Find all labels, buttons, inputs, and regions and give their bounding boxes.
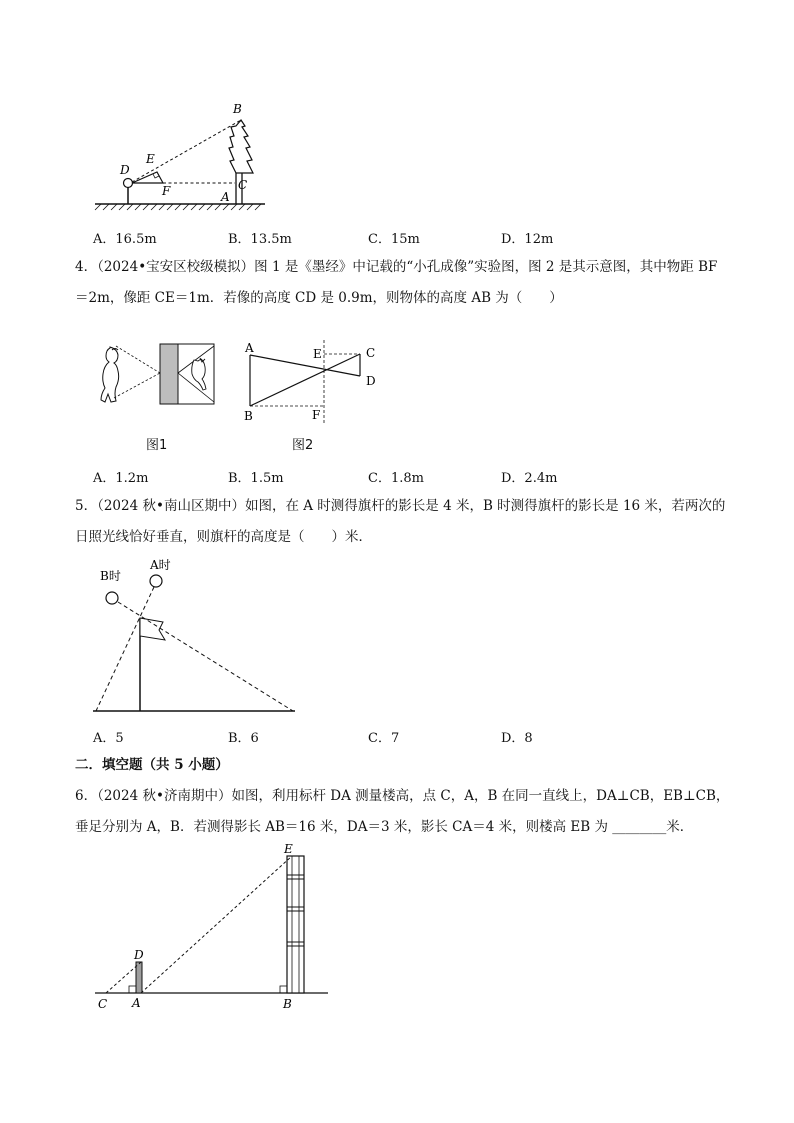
q3-figure xyxy=(95,98,265,213)
label-E: E xyxy=(146,152,155,166)
q4-question-line2: ＝2m，像距 CE＝1m．若像的高度 CD 是 0.9m，则物体的高度 AB 为（ ） xyxy=(75,290,563,306)
q5-option-a: A．5 xyxy=(93,731,124,746)
label-A: A xyxy=(132,996,141,1010)
q5-question-line2: 日照光线恰好垂直，则旗杆的高度是（ ）米． xyxy=(75,529,372,545)
sun-a-icon xyxy=(150,575,162,587)
q4-option-a: A．1.2m xyxy=(93,471,149,486)
label-E: E xyxy=(284,842,293,856)
q4-fig1-caption: 图1 xyxy=(146,438,168,453)
section-heading: 二．填空题（共 5 小题） xyxy=(75,757,229,773)
q5-figure xyxy=(93,556,303,716)
label-B: B xyxy=(283,997,292,1011)
label-C: C xyxy=(238,178,248,192)
q4-question-line1: 4．（2024•宝安区校级模拟）图 1 是《墨经》中记载的“小孔成像”实验图，图 2 是其示意图，其中物距 BF xyxy=(75,259,718,275)
q4-figure-1 xyxy=(92,340,222,410)
q4-option-b: B．1.5m xyxy=(228,471,284,486)
q3-option-a: A．16.5m xyxy=(93,232,157,247)
q6-figure xyxy=(92,842,332,1012)
label-F: F xyxy=(162,184,171,198)
q6-question-line2: 垂足分别为 A，B．若测得影长 AB＝16 米，DA＝3 米，影长 CA＝4 米，则楼高 EB 为 ________米． xyxy=(75,819,694,835)
q4-figure-2 xyxy=(242,340,382,425)
label-D: D xyxy=(134,948,144,962)
q3-option-c: C．15m xyxy=(368,232,420,247)
label-B: B xyxy=(244,409,253,423)
q4-option-d: D．2.4m xyxy=(501,471,558,486)
sun-b-icon xyxy=(106,592,118,604)
label-C: C xyxy=(366,346,376,360)
label-A: A xyxy=(245,341,254,355)
label-A: A xyxy=(221,190,230,204)
q5-option-b: B．6 xyxy=(228,731,259,746)
q5-option-d: D．8 xyxy=(501,731,533,746)
label-D: D xyxy=(366,374,376,388)
q3-option-b: B．13.5m xyxy=(228,232,292,247)
q5-option-c: C．7 xyxy=(368,731,400,746)
label-D: D xyxy=(120,163,130,177)
q3-option-d: D．12m xyxy=(501,232,554,247)
q5-question-line1: 5．（2024 秋•南山区期中）如图，在 A 时测得旗杆的影长是 4 米，B 时测得旗杆的影长是 16 米，若两次的 xyxy=(75,498,726,514)
sun-a-label: A时 xyxy=(150,558,171,572)
label-C: C xyxy=(98,997,108,1011)
label-E: E xyxy=(313,347,322,361)
sun-b-label: B时 xyxy=(100,569,121,583)
q4-option-c: C．1.8m xyxy=(368,471,424,486)
q6-question-line1: 6．（2024 秋•济南期中）如图，利用标杆 DA 测量楼高，点 C，A，B 在同一直线上，DA⊥CB，EB⊥CB， xyxy=(75,788,730,804)
label-F: F xyxy=(312,408,321,422)
label-B: B xyxy=(233,102,242,116)
q4-fig2-caption: 图2 xyxy=(292,438,314,453)
